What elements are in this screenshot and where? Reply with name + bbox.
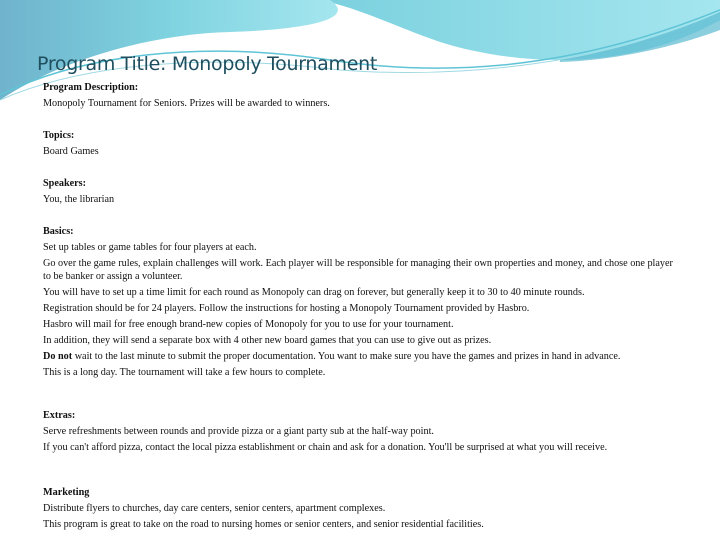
section-text: Go over the game rules, explain challenges will work. Each player will be responsible for managing their own properties and money, and chose one player to be banker or assign a volunteer. [43, 258, 673, 282]
section-text: Serve refreshments between rounds and provide pizza or a giant party sub at the half-way point. [43, 426, 434, 437]
section-text: Set up tables or game tables for four players at each. [43, 242, 257, 253]
section-text: This is a long day. The tournament will take a few hours to complete. [43, 366, 326, 378]
section-heading: Basics: [43, 226, 74, 237]
section-basics [43, 226, 678, 383]
section-text: You, the librarian [43, 194, 115, 205]
section-text [43, 351, 678, 364]
bold-prefix: Do not [43, 350, 73, 362]
section-text: Hasbro will mail for free enough brand-new copies of Monopoly for you to use for your tournament. [43, 318, 454, 330]
section-heading: Speakers: [43, 178, 87, 189]
section-heading: Extras: [43, 410, 76, 421]
section-text: Distribute flyers to churches, day care centers, senior centers, apartment complexes. [43, 503, 386, 514]
section-text: Registration should be for 24 players. Follow the instructions for hosting a Monopoly Tournament provided by Hasbro. [43, 302, 530, 314]
section-text: Monopoly Tournament for Seniors. Prizes will be awarded to winners. [43, 98, 330, 109]
section-text: Board Games [43, 146, 99, 157]
section-speakers [43, 178, 678, 210]
section-marketing [43, 487, 678, 535]
slide-title: Program Title: Monopoly Tournament [37, 53, 377, 75]
section-heading: Program Description: [43, 82, 139, 93]
section-text: This program is great to take on the road to nursing homes or senior centers, and senior residential facilities. [43, 519, 484, 530]
section-heading: Marketing [43, 487, 90, 498]
section-text: You will have to set up a time limit for each round as Monopoly can drag on forever, but generally keep it to 30 to 40 minute rounds. [43, 286, 585, 298]
section-topics [43, 130, 678, 162]
section-description [43, 82, 678, 114]
bold-line-rest: wait to the last minute to submit the proper documentation. You want to make sure you have the games and prizes in hand in advance. [72, 350, 621, 362]
section-text: In addition, they will send a separate box with 4 other new board games that you can use to give out as prizes. [43, 334, 492, 346]
section-text: If you can't afford pizza, contact the local pizza establishment or chain and ask for a donation. You'll be surprised at what you will receive. [43, 442, 608, 453]
section-extras [43, 410, 678, 458]
section-heading: Topics: [43, 130, 75, 141]
